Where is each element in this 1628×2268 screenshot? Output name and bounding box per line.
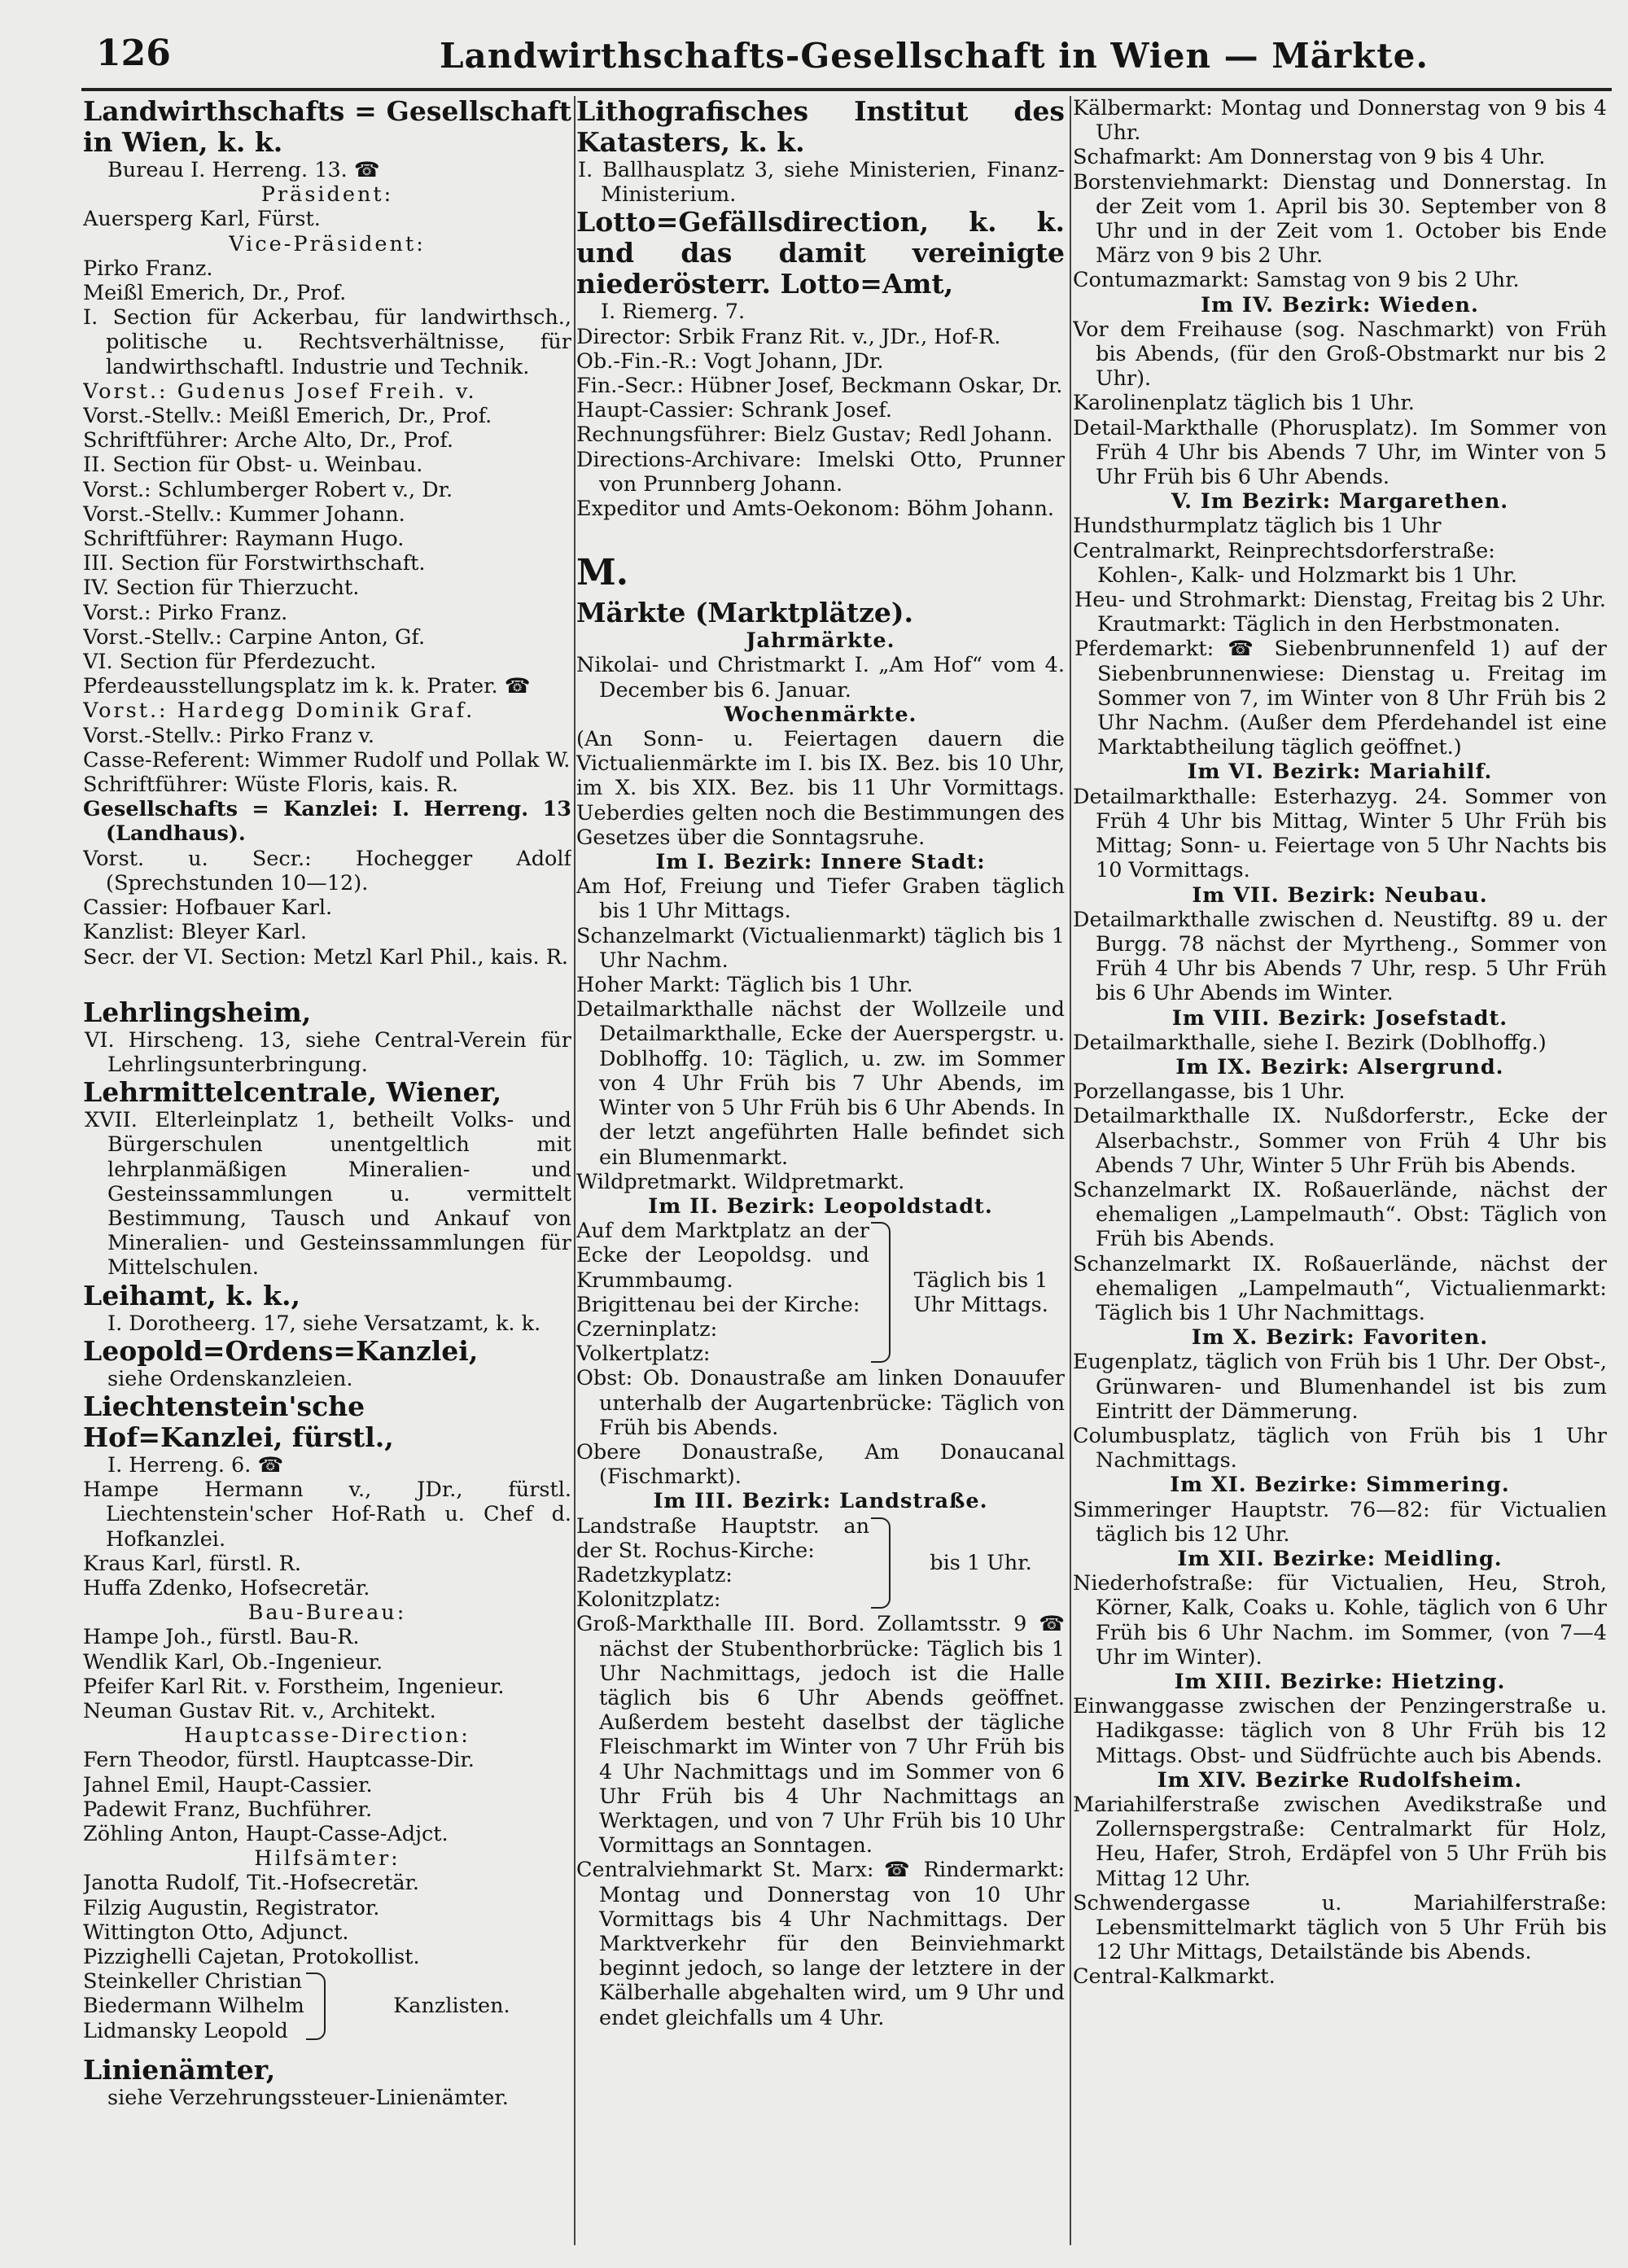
entry-line: Karolinenplatz täglich bis 1 Uhr.: [1073, 391, 1415, 416]
entry-line: Vorst.-Stellv.: Pirko Franz v.: [83, 723, 374, 748]
column-divider: [1070, 96, 1071, 2245]
entry-heading: Landwirthschafts = Gesellschaft in Wien, k. k.: [83, 96, 571, 158]
entry-line: Vorst.: Pirko Franz.: [83, 600, 288, 625]
entry-line: Director: Srbik Franz Rit. v., JDr., Hof-R.: [576, 324, 1001, 349]
entry-line: siehe Ordenskanzleien.: [107, 1366, 353, 1391]
entry-line: III. Section für Forstwirthschaft.: [83, 551, 426, 576]
entry-line: Meißl Emerich, Dr., Prof.: [83, 281, 347, 306]
subsection-heading: Im IV. Bezirk: Wieden.: [1201, 292, 1479, 317]
subsection-heading: Im X. Bezirk: Favoriten.: [1191, 1325, 1489, 1351]
header-rule: [81, 88, 1612, 91]
entry-line: Kolonitzplatz:: [576, 1587, 721, 1613]
entry-line: Fin.-Secr.: Hübner Josef, Beckmann Oskar, Dr.: [576, 374, 1063, 399]
running-title: Landwirthschafts-Gesellschaft in Wien — Märkte.: [440, 36, 1429, 76]
column-1: [83, 96, 571, 2245]
entry-line: Steinkeller Christian: [83, 1969, 303, 1994]
entry-line: Vorst. u. Secr.: Hochegger Adolf (Sprechstunden 10—12).: [83, 846, 571, 895]
entry-line: Detailmarkthalle IX. Nußdorferstr., Ecke der Alserbachstr., Sommer von Früh 4 Uhr bis Abends 7 Uhr, Winter 5 Uhr Früh bis Abends.: [1073, 1104, 1607, 1178]
subsection-heading: Im XII. Bezirke: Meidling.: [1177, 1546, 1503, 1571]
bracket-group: [83, 1969, 571, 2043]
bracket-group: [576, 1219, 1065, 1366]
column-2: [576, 96, 1065, 2245]
entry-line: Czerninplatz:: [576, 1316, 718, 1342]
bracket-group: [576, 1514, 1065, 1613]
entry-line: I. Herreng. 6. ☎: [107, 1452, 284, 1478]
entry-line: Vor dem Freihause (sog. Naschmarkt) von Früh bis Abends, (für den Groß-Obstmarkt nur bis 2 Uhr).: [1073, 317, 1607, 392]
entry-line: Pirko Franz.: [83, 256, 213, 281]
entry-line: Columbusplatz, täglich von Früh bis 1 Uhr Nachmittags.: [1073, 1423, 1607, 1473]
subsection-heading: Im XIII. Bezirke: Hietzing.: [1174, 1670, 1506, 1694]
subsection-heading: V. Im Bezirk: Margarethen.: [1171, 489, 1509, 514]
entry-line: Hundsthurmplatz täglich bis 1 Uhr: [1073, 514, 1442, 539]
entry-line: Schwendergasse u. Mariahilferstraße: Lebensmittelmarkt täglich von 5 Uhr Früh bis 12 Uhr Mittags, Detailstände bis Abends.: [1073, 1890, 1607, 1965]
entry-line: VI. Hirscheng. 13, siehe Central-Verein für Lehrlingsunterbringung.: [85, 1027, 571, 1077]
entry-line: Volkertplatz:: [576, 1342, 711, 1367]
entry-line: Schafmarkt: Am Donnerstag von 9 bis 4 Uhr.: [1073, 145, 1546, 170]
entry-line: I. Riemerg. 7.: [601, 300, 746, 325]
entry-line: Cassier: Hofbauer Karl.: [83, 895, 333, 921]
entry-line: Detailmarkthalle zwischen d. Neustiftg. 89 u. der Burgg. 78 nächst der Myrtheng., Sommer von Früh 4 Uhr bis Abends 7 Uhr, resp. 5 Uhr Früh bis 6 Uhr Abends im Winter.: [1073, 907, 1607, 1006]
entry-line: I. Dorotheerg. 17, siehe Versatzamt, k. k.: [107, 1311, 541, 1336]
bracket-label: bis 1 Uhr.: [930, 1550, 1032, 1575]
entry-line: Pizzighelli Cajetan, Protokollist.: [83, 1945, 420, 1969]
subsection-heading: Jahrmärkte.: [746, 628, 895, 654]
letter-heading: M.: [576, 552, 629, 594]
entry-line: I. Section für Ackerbau, für landwirthsch., politische u. Rechtsverhältnisse, für landwirthschaftl. Industrie und Technik.: [83, 305, 571, 379]
entry-heading: Lehrmittelcentrale, Wiener,: [83, 1076, 502, 1109]
entry-heading: Märkte (Marktplätze).: [576, 597, 913, 629]
entry-line: Detailmarkthalle: Esterhazyg. 24. Sommer von Früh 4 Uhr bis Mittag, Winter 5 Uhr Früh bis Mittag; Sonn- u. Feiertage von 5 Uhr Nachts bis 10 Vormittags.: [1073, 784, 1607, 883]
entry-line: Groß-Markthalle III. Bord. Zollamtsstr. 9 ☎ nächst der Stubenthorbrücke: Täglich bis 1 Uhr Nachmittags, jedoch ist die Halle täglich bis 6 Uhr Abends geöffnet. Außerdem besteht daselbst der tägliche Fleischmarkt im Winter von 7 Uhr Früh bis 4 Uhr Nachmittags und im Sommer von 6 Uhr Früh bis 4 Uhr Nachmittags an Werktagen, und von 7 Uhr Früh bis 10 Uhr Vormittags an Sonntagen.: [576, 1612, 1065, 1859]
entry-line: Central-Kalkmarkt.: [1073, 1964, 1276, 1990]
entry-line: Jahnel Emil, Haupt-Cassier.: [83, 1772, 373, 1797]
entry-line: siehe Verzehrungssteuer-Linienämter.: [107, 2085, 509, 2110]
entry-line: Pfeifer Karl Rit. v. Forstheim, Ingenieur.: [83, 1674, 505, 1699]
section-label: Hilfsämter:: [254, 1846, 400, 1872]
entry-line: Hampe Hermann v., JDr., fürstl. Liechtenstein'scher Hof-Rath u. Chef d. Hofkanzlei.: [83, 1478, 571, 1552]
entry-line: (An Sonn- u. Feiertagen dauern die Victualienmärkte im I. bis IX. Bez. bis 10 Uhr, im X. bis XIX. Bez. bis 11 Uhr Vormittags. Ueberdies gelten noch die Bestimmungen des Gesetzes über die Sonntagsruhe.: [576, 727, 1065, 850]
entry-line: Directions-Archivare: Imelski Otto, Prunner von Prunnberg Johann.: [576, 447, 1065, 497]
entry-line: Huffa Zdenko, Hofsecretär.: [83, 1575, 370, 1600]
entry-line: Ob.-Fin.-R.: Vogt Johann, JDr.: [576, 348, 884, 374]
section-label: Bau-Bureau:: [247, 1600, 407, 1626]
entry-line: Vorst.: Gudenus Josef Freih. v.: [83, 379, 477, 404]
entry-line: VI. Section für Pferdezucht.: [83, 650, 377, 675]
entry-line: Krautmarkt: Täglich in den Herbstmonaten.: [1097, 612, 1560, 637]
entry-line: Biedermann Wilhelm: [83, 1994, 304, 2019]
entry-line: Nikolai- und Christmarkt I. „Am Hof“ vom 4. December bis 6. Januar.: [576, 653, 1065, 703]
section-label: Vice-Präsident:: [229, 231, 426, 256]
brace: [306, 1972, 326, 2040]
entry-line: Schanzelmarkt (Victualienmarkt) täglich bis 1 Uhr Nachm.: [576, 923, 1065, 973]
entry-line: Simmeringer Hauptstr. 76—82: für Victualien täglich bis 12 Uhr.: [1073, 1497, 1607, 1547]
column-divider: [574, 96, 575, 2245]
entry-line: Contumazmarkt: Samstag von 9 bis 2 Uhr.: [1073, 268, 1520, 293]
subsection-heading: Im II. Bezirk: Leopoldstadt.: [648, 1193, 993, 1219]
entry-line: Brigittenau bei der Kirche:: [576, 1292, 860, 1317]
entry-line: Expeditor und Amts-Oekonom: Böhm Johann.: [576, 497, 1055, 522]
entry-line: Am Hof, Freiung und Tiefer Graben täglich bis 1 Uhr Mittags.: [576, 874, 1065, 924]
entry-line: Janotta Rudolf, Tit.-Hofsecretär.: [83, 1871, 420, 1896]
entry-heading: Leopold=Ordens=Kanzlei,: [83, 1334, 479, 1367]
entry-line: Hampe Joh., fürstl. Bau-R.: [83, 1625, 360, 1650]
entry-line: Auersperg Karl, Fürst.: [83, 207, 321, 232]
entry-line: Kohlen-, Kalk- und Holzmarkt bis 1 Uhr.: [1097, 563, 1518, 588]
entry-line: Lidmansky Leopold: [83, 2018, 288, 2043]
entry-line: Filzig Augustin, Registrator.: [83, 1895, 380, 1920]
subsection-heading: Im IX. Bezirk: Alsergrund.: [1175, 1054, 1504, 1079]
entry-heading: Lehrlingsheim,: [83, 996, 312, 1028]
entry-line: XVII. Elterleinplatz 1, betheilt Volks- und Bürgerschulen unentgeltlich mit lehrplanmäßigen Mineralien- und Gesteinssammlungen u. vermittelt Bestimmung, Tausch und Ankauf von Mineralien- und Gesteinssammlungen für Mittelschulen.: [85, 1108, 571, 1281]
entry-line: Wildpretmarkt. Wildpretmarkt.: [576, 1169, 905, 1194]
subsection-heading: Wochenmärkte.: [724, 702, 917, 727]
section-label: Präsident:: [260, 182, 394, 208]
section-label: Hauptcasse-Direction:: [184, 1723, 470, 1749]
entry-line: Vorst.-Stellv.: Carpine Anton, Gf.: [83, 624, 426, 650]
subsection-heading: Im VII. Bezirk: Neubau.: [1192, 882, 1488, 908]
entry-line: Detailmarkthalle, siehe I. Bezirk (Doblhoffg.): [1073, 1030, 1547, 1055]
entry-line: Vorst.-Stellv.: Kummer Johann.: [83, 501, 405, 527]
entry-line: Bureau I. Herreng. 13. ☎: [107, 158, 380, 182]
entry-line: Schanzelmarkt IX. Roßauerlände, nächst der ehemaligen „Lampelmauth“, Victualienmarkt: Täglich bis 1 Uhr Nachmittags.: [1073, 1251, 1607, 1325]
entry-line: Gesellschafts = Kanzlei: I. Herreng. 13 (Landhaus).: [83, 797, 571, 847]
entry-line: Padewit Franz, Buchführer.: [83, 1797, 373, 1822]
entry-line: Auf dem Marktplatz an der Ecke der Leopoldsg. und Krummbaumg.: [576, 1219, 869, 1293]
subsection-heading: Im VI. Bezirk: Mariahilf.: [1187, 760, 1493, 785]
entry-line: Wendlik Karl, Ob.-Ingenieur.: [83, 1649, 383, 1675]
entry-heading: Leihamt, k. k.,: [83, 1279, 300, 1311]
entry-line: Haupt-Cassier: Schrank Josef.: [576, 398, 893, 423]
entry-line: Schanzelmarkt IX. Roßauerlände, nächst der ehemaligen „Lampelmauth“. Obst: Täglich von Früh bis Abends.: [1073, 1177, 1607, 1252]
page-number: 126: [96, 33, 171, 74]
entry-line: Pferdemarkt: ☎ Siebenbrunnenfeld 1) auf der Siebenbrunnenwiese: Dienstag u. Freitag im Sommer von 7, im Winter von 8 Uhr Früh bis 2 Uhr Nachm. (Außer dem Pferdehandel ist eine Marktabtheilung täglich geöffnet.): [1074, 637, 1607, 760]
entry-heading: Linienämter,: [83, 2053, 276, 2086]
column-3: [1073, 96, 1607, 2245]
brace: [871, 1222, 891, 1363]
entry-heading: Lithografisches Institut des Katasters, k. k.: [576, 96, 1065, 158]
entry-line: Kraus Karl, fürstl. R.: [83, 1551, 301, 1576]
entry-line: Mariahilferstraße zwischen Avedikstraße und Zollernspergstraße: Centralmarkt für Holz, Heu, Hafer, Stroh, Erdäpfel von 5 Uhr Früh bis Mittag 12 Uhr.: [1073, 1793, 1607, 1891]
brace: [871, 1517, 891, 1609]
entry-line: Detail-Markthalle (Phorusplatz). Im Sommer von Früh 4 Uhr bis Abends 7 Uhr, im Winter von 5 Uhr Früh bis 6 Uhr Abends.: [1073, 415, 1607, 490]
entry-line: Borstenviehmarkt: Dienstag und Donnerstag. In der Zeit vom 1. April bis 30. September von 8 Uhr und in der Zeit vom 1. October bis Ende März von 9 bis 2 Uhr.: [1073, 169, 1607, 269]
entry-line: Neuman Gustav Rit. v., Architekt.: [83, 1698, 436, 1723]
bracket-label: Täglich bis 1 Uhr Mittags.: [913, 1268, 1048, 1317]
entry-line: Pferdeausstellungsplatz im k. k. Prater. ☎: [83, 674, 531, 699]
entry-line: IV. Section für Thierzucht.: [83, 576, 360, 601]
entry-line: Obst: Ob. Donaustraße am linken Donauufer unterhalb der Augartenbrücke: Täglich von Früh bis Abends.: [576, 1366, 1065, 1440]
entry-line: Einwanggasse zwischen der Penzingerstraße u. Hadikgasse: täglich von 8 Uhr Früh bis 12 Mittags. Obst- und Südfrüchte auch bis Abends.: [1073, 1694, 1607, 1768]
entry-line: Fern Theodor, fürstl. Hauptcasse-Dir.: [83, 1748, 475, 1773]
entry-line: Zöhling Anton, Haupt-Casse-Adjct.: [83, 1821, 449, 1846]
entry-line: II. Section für Obst- u. Weinbau.: [83, 453, 423, 478]
entry-line: Niederhofstraße: für Victualien, Heu, Stroh, Körner, Kalk, Coaks u. Kohle, täglich von 6 Uhr Früh bis 6 Uhr Nachm. im Sommer, (von 7—4 Uhr im Winter).: [1073, 1571, 1607, 1670]
entry-line: Radetzkyplatz:: [576, 1562, 733, 1587]
entry-line: Centralmarkt, Reinprechtsdorferstraße:: [1073, 538, 1495, 563]
entry-line: Centralviehmarkt St. Marx: ☎ Rindermarkt: Montag und Donnerstag von 10 Uhr Vormittags bis 4 Uhr Nachmittags. Der Marktverkehr für den Beinviehmarkt beginnt jedoch, so lange der letztere in der Kälberhalle abgehalten wird, um 9 Uhr und endet gleichfalls um 4 Uhr.: [576, 1858, 1065, 2030]
entry-line: Hoher Markt: Täglich bis 1 Uhr.: [576, 973, 913, 998]
entry-heading: Liechtenstein'sche Hof=Kanzlei, fürstl.,: [83, 1390, 394, 1453]
entry-line: Eugenplatz, täglich von Früh bis 1 Uhr. Der Obst-, Grünwaren- und Blumenhandel ist bis zum Eintritt der Dämmerung.: [1073, 1350, 1607, 1424]
entry-line: Schriftführer: Wüste Floris, kais. R.: [83, 773, 459, 798]
subsection-heading: Im I. Bezirk: Innere Stadt:: [655, 850, 986, 875]
entry-line: Detailmarkthalle nächst der Wollzeile und Detailmarkthalle, Ecke der Auerspergstr. u. Doblhoffg. 10: Täglich, u. zw. im Sommer von 4 Uhr Früh bis 7 Uhr Abends, im Winter von 5 Uhr Früh bis 6 Uhr Abends. In der letzt angeführten Halle befindet sich ein Blumenmarkt.: [576, 997, 1065, 1170]
entry-line: I. Ballhausplatz 3, siehe Ministerien, Finanz-Ministerium.: [578, 158, 1065, 208]
entry-line: Wittington Otto, Adjunct.: [83, 1920, 349, 1945]
entry-line: Secr. der VI. Section: Metzl Karl Phil., kais. R.: [83, 944, 569, 970]
entry-line: Landstraße Hauptstr. an der St. Rochus-Kirche:: [576, 1513, 869, 1563]
entry-line: Vorst.-Stellv.: Meißl Emerich, Dr., Prof.: [83, 404, 492, 429]
entry-heading: Lotto=Gefällsdirection, k. k. und das damit vereinigte niederösterr. Lotto=Amt,: [576, 206, 1065, 300]
entry-line: Porzellangasse, bis 1 Uhr.: [1073, 1079, 1346, 1105]
entry-line: Vorst.: Hardegg Dominik Graf.: [83, 698, 475, 724]
entry-line: Kälbermarkt: Montag und Donnerstag von 9 bis 4 Uhr.: [1073, 96, 1607, 146]
subsection-heading: Im III. Bezirk: Landstraße.: [653, 1489, 988, 1514]
entry-line: Obere Donaustraße, Am Donaucanal (Fischmarkt).: [576, 1439, 1065, 1490]
subsection-heading: Im XI. Bezirke: Simmering.: [1170, 1473, 1510, 1498]
bracket-label: Kanzlisten.: [393, 1994, 510, 2019]
subsection-heading: Im XIV. Bezirke Rudolfsheim.: [1157, 1767, 1523, 1793]
entry-line: Schriftführer: Raymann Hugo.: [83, 527, 405, 552]
entry-line: Heu- und Strohmarkt: Dienstag, Freitag bis 2 Uhr.: [1074, 588, 1607, 613]
entry-line: Kanzlist: Bleyer Karl.: [83, 920, 307, 945]
subsection-heading: Im VIII. Bezirk: Josefstadt.: [1171, 1005, 1508, 1031]
entry-line: Rechnungsführer: Bielz Gustav; Redl Johann.: [576, 423, 1053, 448]
entry-line: Schriftführer: Arche Alto, Dr., Prof.: [83, 428, 454, 453]
entry-line: Casse-Referent: Wimmer Rudolf und Pollak W.: [83, 747, 571, 773]
entry-line: Vorst.: Schlumberger Robert v., Dr.: [83, 477, 453, 502]
